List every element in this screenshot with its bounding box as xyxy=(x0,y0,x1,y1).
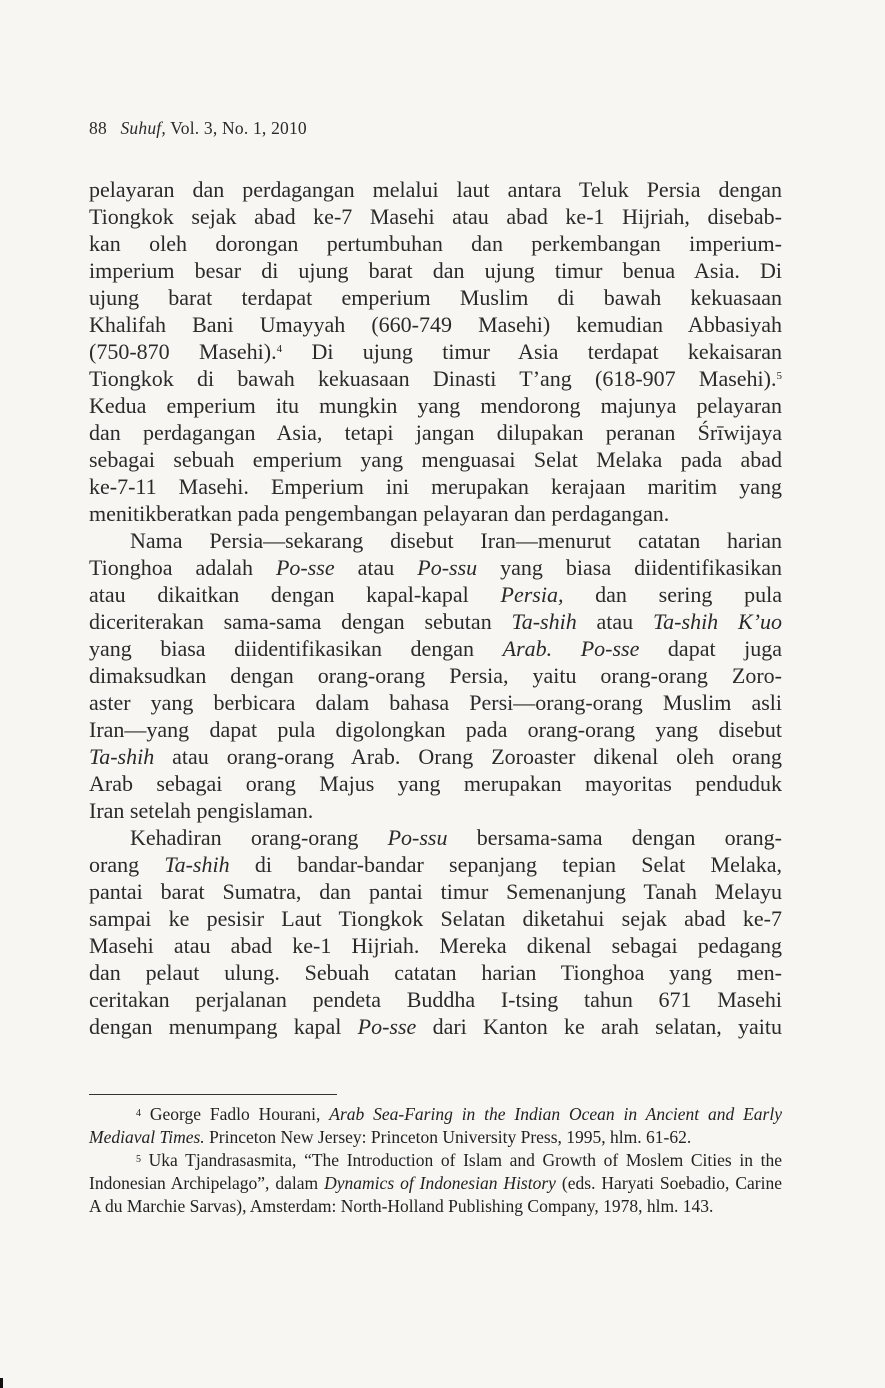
scan-edge-mark xyxy=(0,1378,3,1388)
italic-term: Arab. xyxy=(502,636,553,661)
text-segment: atau xyxy=(334,555,418,580)
text-segment: Di ujung timur Asia terdapat kekaisaran xyxy=(282,339,782,364)
text-line: ujung barat terdapat emperium Muslim di bawah kekuasaan xyxy=(89,285,782,310)
footnote-4 xyxy=(89,1103,782,1149)
footnote-number: 4 xyxy=(136,1108,141,1119)
footnote-5 xyxy=(89,1149,782,1218)
text-line: menitikberatkan pada pengembangan pelayaran dan perdagangan. xyxy=(89,501,670,526)
text-line xyxy=(89,743,782,770)
text-line xyxy=(89,1013,782,1040)
text-line xyxy=(89,851,782,878)
text-line: pelayaran dan perdagangan melalui laut antara Teluk Persia dengan xyxy=(89,177,782,202)
text-line: ke-7-11 Masehi. Emperium ini merupakan kerajaan maritim yang xyxy=(89,474,782,499)
footnote-ref-4[interactable]: 4 xyxy=(276,343,283,355)
text-line xyxy=(89,365,782,392)
text-segment: dapat juga xyxy=(639,636,783,661)
italic-term: Po-sse xyxy=(357,1014,417,1039)
text-line xyxy=(89,824,782,851)
footnote-ref-5[interactable]: 5 xyxy=(776,370,782,382)
text-segment: yang biasa diidentifikasikan dengan xyxy=(89,636,503,661)
text-segment: yang biasa diidentifikasikan xyxy=(477,555,782,580)
footnote-divider xyxy=(89,1094,337,1095)
text-segment: di bandar-bandar sepanjang tepian Selat Melaka, xyxy=(229,852,783,877)
text-line: Masehi atau abad ke-1 Hijriah. Mereka dikenal sebagai pedagang xyxy=(89,933,782,958)
footnote-text: Uka Tjandrasasmita, “The Introduction of Islam and Growth of Moslem Cities in the Indonesian Archipelago”, dalam xyxy=(89,1150,782,1193)
italic-term: Po-sse xyxy=(275,555,335,580)
text-line: Iran setelah pengislaman. xyxy=(89,798,314,823)
footnote-title: Dynamics of Indonesian History xyxy=(324,1173,556,1193)
footnote-text: Princeton New Jersey: Princeton University Press, 1995, hlm. 61-62. xyxy=(204,1127,692,1147)
text-line: sebagai sebuah emperium yang menguasai Selat Melaka pada abad xyxy=(89,447,782,472)
text-segment xyxy=(552,636,581,661)
italic-term: Po-ssu xyxy=(417,555,478,580)
text-line: dimaksudkan dengan orang-orang Persia, yaitu orang-orang Zoro- xyxy=(89,663,782,688)
text-line xyxy=(89,554,782,581)
footnote-text: (eds. Haryati Soebadio, Carine A du Marchie Sarvas), Amsterdam: North-Holland Publishing Company, 1978, hlm. 143. xyxy=(89,1173,782,1216)
text-segment: Tionghoa adalah xyxy=(89,555,276,580)
text-line: dan perdagangan Asia, tetapi jangan dilupakan peranan Śrīwijaya xyxy=(89,420,782,445)
paragraph-2 xyxy=(89,527,782,824)
italic-term: Ta-shih K’uo xyxy=(652,609,782,634)
italic-term: Ta-shih xyxy=(164,852,230,877)
italic-term: Ta-shih xyxy=(511,609,577,634)
page-number: 88 xyxy=(89,118,107,138)
footnote-number: 5 xyxy=(136,1154,141,1165)
text-segment: orang xyxy=(89,852,165,877)
text-segment: atau dikaitkan dengan kapal-kapal xyxy=(89,582,501,607)
text-line: dan pelaut ulung. Sebuah catatan harian Tionghoa yang men- xyxy=(89,960,782,985)
text-line: kan oleh dorongan pertumbuhan dan perkembangan imperium- xyxy=(89,231,782,256)
text-line: Nama Persia—sekarang disebut Iran—menurut catatan harian xyxy=(130,528,782,553)
text-line xyxy=(89,608,782,635)
italic-term: Po-ssu xyxy=(387,825,448,850)
text-segment: diceriterakan sama-sama dengan sebutan xyxy=(89,609,512,634)
text-segment: Kehadiran orang-orang xyxy=(130,825,388,850)
text-line: Kedua emperium itu mungkin yang mendorong majunya pelayaran xyxy=(89,393,782,418)
text-line: pantai barat Sumatra, dan pantai timur Semenanjung Tanah Melayu xyxy=(89,879,782,904)
text-segment: dengan menumpang kapal xyxy=(89,1014,358,1039)
footnote-text: George Fadlo Hourani, xyxy=(141,1104,330,1124)
text-line: imperium besar di ujung barat dan ujung timur benua Asia. Di xyxy=(89,258,782,283)
journal-issue: Vol. 3, No. 1, 2010 xyxy=(170,118,307,138)
text-line: Tiongkok sejak abad ke-7 Masehi atau abad ke-1 Hijriah, disebab- xyxy=(89,204,782,229)
text-line: sampai ke pesisir Laut Tiongkok Selatan diketahui sejak abad ke-7 xyxy=(89,906,782,931)
text-line: ceritakan perjalanan pendeta Buddha I-tsing tahun 671 Masehi xyxy=(89,987,782,1012)
text-line: aster yang berbicara dalam bahasa Persi—orang-orang Muslim asli xyxy=(89,690,782,715)
text-segment: dari Kanton ke arah selatan, yaitu xyxy=(416,1014,782,1039)
italic-term: Ta-shih xyxy=(89,744,155,769)
footnote-title: Arab Sea-Faring in the Indian Ocean in Ancient and Early Mediaval Times. xyxy=(89,1104,782,1147)
text-line: Iran—yang dapat pula digolongkan pada orang-orang yang disebut xyxy=(89,717,782,742)
text-segment: atau orang-orang Arab. Orang Zoroaster dikenal oleh orang xyxy=(154,744,782,769)
text-segment: Tiongkok di bawah kekuasaan Dinasti T’ang (618-907 Masehi). xyxy=(89,366,777,391)
footnotes xyxy=(89,1103,782,1218)
italic-term: Persia, xyxy=(500,582,564,607)
italic-term: Po-sse xyxy=(580,636,640,661)
text-line: Khalifah Bani Umayyah (660-749 Masehi) kemudian Abbasiyah xyxy=(89,312,782,337)
paragraph-3 xyxy=(89,824,782,1040)
text-line xyxy=(89,581,782,608)
text-line xyxy=(89,635,782,662)
text-line xyxy=(89,338,782,365)
paragraph-1 xyxy=(89,176,782,527)
text-segment: bersama-sama dengan orang- xyxy=(447,825,782,850)
text-segment: atau xyxy=(576,609,653,634)
text-segment: (750-870 Masehi). xyxy=(89,339,277,364)
text-segment: dan sering pula xyxy=(563,582,782,607)
running-header xyxy=(89,118,307,139)
text-line: Arab sebagai orang Majus yang merupakan mayoritas penduduk xyxy=(89,771,782,796)
journal-title: Suhuf, xyxy=(120,118,166,138)
body-text xyxy=(89,176,782,1040)
